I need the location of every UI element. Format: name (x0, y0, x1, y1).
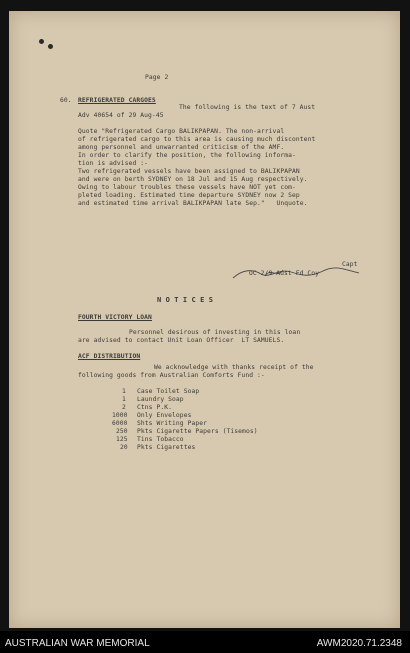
body-line: In order to clarify the position, the following informa- (78, 152, 296, 159)
footer-accession-number: AWM2020.71.2348 (316, 638, 402, 649)
body-line: and estimated time arrival BALIKPAPAN late Sep." Unquote. (78, 200, 308, 207)
item-qty: 125 (116, 436, 128, 443)
item-desc: Tins Tobacco (137, 436, 184, 443)
body-line: The following is the text of 7 Aust (179, 104, 316, 111)
notices-title: N O T I C E S (157, 296, 214, 304)
item-desc: Pkts Cigarettes (137, 444, 196, 451)
item-qty: 1000 (112, 412, 128, 419)
signature-unit: OC 2/9 Aust Fd Coy (249, 270, 320, 277)
section-heading-acf-distribution: ACF DISTRIBUTION (78, 353, 141, 360)
footer-bar (0, 631, 410, 653)
body-line: Quote "Refrigerated Cargo BALIKPAPAN. The non-arrival (78, 128, 285, 135)
body-line: Two refrigerated vessels have been assigned to BALIKPAPAN (78, 168, 300, 175)
item-qty: 20 (120, 444, 128, 451)
body-line: of refrigerated cargo to this area is causing much discontent (78, 136, 316, 143)
section-heading-refrigerated-cargoes: REFRIGERATED CARGOES (78, 97, 156, 104)
body-line: among personnel and unwarranted criticism of the AMF. (78, 144, 285, 151)
item-desc: Only Envelopes (137, 412, 192, 419)
item-desc: Laundry Soap (137, 396, 184, 403)
body-line: We acknowledge with thanks receipt of the (154, 364, 314, 371)
section-heading-victory-loan: FOURTH VICTORY LOAN (78, 314, 152, 321)
body-line: are advised to contact Unit Loan Officer LT SAMUELS. (78, 337, 285, 344)
item-desc: Ctns P.K. (137, 404, 173, 411)
body-line: Owing to labour troubles these vessels have NOT yet com- (78, 184, 296, 191)
body-line: following goods from Australian Comforts Fund :- (78, 372, 265, 379)
body-line: Personnel desirous of investing in this loan (129, 329, 301, 336)
item-number: 60. (60, 97, 72, 104)
item-qty: 1 (122, 388, 126, 395)
signature-rank: Capt (342, 261, 358, 268)
body-line: tion is advised :- (78, 160, 149, 167)
body-line: pleted loading. Estimated time departure SYDNEY now 2 Sep (78, 192, 300, 199)
item-qty: 2 (122, 404, 126, 411)
item-qty: 250 (116, 428, 128, 435)
item-qty: 6000 (112, 420, 128, 427)
item-desc: Pkts Cigarette Papers (Tisemos) (137, 428, 258, 435)
body-line: and were on berth SYDNEY on 18 Jul and 15 Aug respectively. (78, 176, 308, 183)
document-page (9, 11, 400, 628)
body-line: Adv 40654 of 29 Aug-45 (78, 112, 164, 119)
item-desc: Shts Writing Paper (137, 420, 208, 427)
footer-credit: AUSTRALIAN WAR MEMORIAL (5, 638, 150, 649)
page-label: Page 2 (145, 74, 169, 81)
item-qty: 1 (122, 396, 126, 403)
item-desc: Case Toilet Soap (137, 388, 200, 395)
